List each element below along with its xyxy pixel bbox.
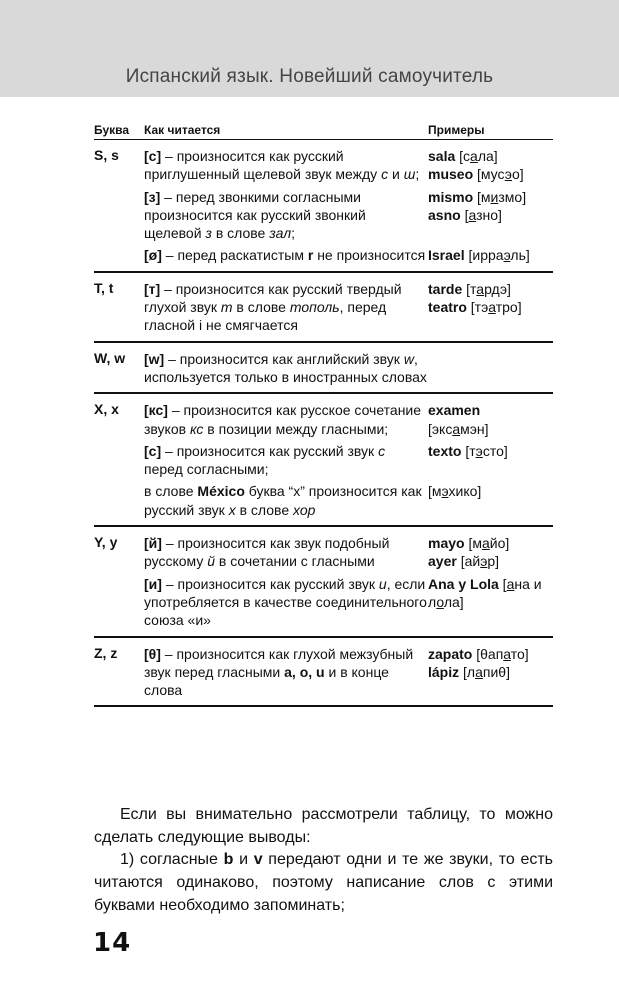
example-word: mismo xyxy=(428,188,474,205)
reading-text: – произносится как русское сочетание звуков xyxy=(144,402,422,437)
reading-text: в позиции между гласными; xyxy=(203,420,389,437)
transcription: [ай xyxy=(456,553,481,570)
reading-description xyxy=(144,280,427,335)
example-line xyxy=(428,188,553,206)
reading-text: в слове xyxy=(211,225,270,242)
paragraph-conclusion xyxy=(94,803,553,849)
running-header: Испанский язык. Новейший самоучитель xyxy=(125,66,494,87)
example-line xyxy=(428,147,553,165)
example-line xyxy=(428,206,553,224)
reading-text: – произносится как русский твердый глухой звук xyxy=(144,280,402,316)
table-row xyxy=(94,527,553,637)
example-line xyxy=(428,280,553,298)
italic-word: хор xyxy=(293,501,316,518)
italic-sound: кс xyxy=(189,420,204,437)
transcription: [м xyxy=(428,483,442,500)
table-header xyxy=(94,121,553,140)
examples-cell xyxy=(428,442,553,460)
examples-cell xyxy=(428,575,553,612)
paragraph-rule-1 xyxy=(94,848,553,917)
col-examples-header: Примеры xyxy=(428,123,485,137)
sound-symbol: [т] xyxy=(144,280,161,297)
reading-text: и в конце слова xyxy=(144,663,389,699)
transcription: [ирра xyxy=(464,247,504,264)
example-line xyxy=(428,246,553,264)
stressed-vowel: а xyxy=(503,645,511,662)
example-word: asno xyxy=(428,206,461,223)
transcription: сто] xyxy=(482,442,508,459)
table-row xyxy=(94,343,553,395)
example-word: examen xyxy=(428,402,481,419)
reading-entry xyxy=(94,534,553,571)
transcription: рдэ] xyxy=(484,280,511,297)
examples-cell xyxy=(428,534,553,571)
transcription: [м xyxy=(473,188,491,205)
example-line xyxy=(428,482,553,500)
example-word: Israel xyxy=(428,247,465,264)
reading-entry xyxy=(94,350,553,387)
stressed-vowel: а xyxy=(468,206,477,223)
italic-sound: з xyxy=(205,225,212,242)
transcription: [т xyxy=(461,442,476,459)
stressed-vowel: а xyxy=(476,280,485,297)
col-reading-header: Как читается xyxy=(144,123,221,137)
examples-cell xyxy=(428,147,553,184)
reading-entry xyxy=(94,645,553,700)
italic-sound: w xyxy=(403,350,414,367)
table-row xyxy=(94,394,553,527)
example-word: sala xyxy=(428,148,456,164)
table-row xyxy=(94,140,553,273)
example-word: tarde xyxy=(428,280,463,297)
reading-text: , перед гласной i не смягчается xyxy=(144,299,387,334)
examples-cell xyxy=(428,246,553,264)
rule-letter-v: v xyxy=(253,851,263,868)
row-letter: S, s xyxy=(94,147,119,163)
reading-text: в слове xyxy=(232,299,290,316)
reading-text: в слове xyxy=(144,483,198,500)
reading-text: буква “x” произносится как русский звук xyxy=(144,483,422,518)
bold-word: México xyxy=(197,483,245,500)
table-row xyxy=(94,638,553,708)
transcription: змо] xyxy=(498,188,527,205)
example-word: texto xyxy=(428,442,462,459)
transcription: [мус xyxy=(473,166,505,183)
example-line xyxy=(428,420,553,438)
italic-sound: й xyxy=(207,553,216,570)
transcription: о] xyxy=(512,166,524,183)
italic-sound: и xyxy=(378,575,387,592)
example-word: zapato xyxy=(428,645,473,662)
example-line xyxy=(428,663,553,681)
reading-description xyxy=(144,534,427,571)
stressed-vowel: а xyxy=(481,535,490,552)
example-line xyxy=(428,298,553,316)
reading-entry xyxy=(94,575,553,630)
transcription: ла] xyxy=(443,593,464,610)
italic-sound: т xyxy=(220,299,233,316)
sound-symbol: [с] xyxy=(144,442,162,459)
rule-text: и xyxy=(233,851,254,868)
transcription: [л xyxy=(459,663,476,680)
example-word: museo xyxy=(428,166,474,183)
reading-text: – произносится как английский звук xyxy=(164,350,404,367)
reading-description xyxy=(144,482,427,519)
reading-description xyxy=(144,575,427,630)
sound-symbol: [з] xyxy=(144,188,161,205)
example-line xyxy=(428,575,553,612)
sound-symbol: [θ] xyxy=(144,645,161,662)
reading-description xyxy=(144,442,427,479)
example-word: lápiz xyxy=(428,663,460,680)
transcription: [ xyxy=(498,575,507,592)
rule-letter-b: b xyxy=(223,851,234,868)
transcription: на и л xyxy=(428,575,542,610)
row-letter: Y, y xyxy=(94,534,118,551)
stressed-vowel: а xyxy=(452,420,461,437)
reading-text: – произносится как глухой межзубный звук перед гласными xyxy=(144,645,414,680)
examples-cell xyxy=(428,188,553,225)
transcription: [м xyxy=(464,535,482,552)
example-word: Ana y Lola xyxy=(428,575,499,592)
table-row xyxy=(94,273,553,343)
stressed-vowel: а xyxy=(470,148,478,164)
sound-symbol: [с] xyxy=(144,148,162,164)
examples-cell xyxy=(428,645,553,682)
sound-symbol: [и] xyxy=(144,575,162,592)
stressed-vowel: и xyxy=(490,188,499,205)
reading-text: , если употребляется в качестве соединительного союза «и» xyxy=(144,575,427,629)
transcription: р] xyxy=(487,553,500,570)
reading-text: ; xyxy=(415,166,420,183)
italic-word: тополь xyxy=(289,299,340,316)
reading-description xyxy=(144,645,427,700)
italic-word: ш xyxy=(403,166,416,183)
row-letter: X, x xyxy=(94,401,119,418)
col-letter-header: Буква xyxy=(94,123,130,137)
transcription: [θап xyxy=(472,645,504,662)
italic-word: зал xyxy=(269,225,292,242)
examples-cell xyxy=(428,482,553,500)
transcription: [с xyxy=(455,148,471,164)
reading-text: и xyxy=(388,166,404,183)
header-band xyxy=(0,0,619,97)
row-letter: T, t xyxy=(94,279,114,296)
transcription: [ xyxy=(460,206,469,223)
sound-symbol: [й] xyxy=(144,535,162,552)
transcription: пиθ] xyxy=(482,663,510,680)
reading-description xyxy=(144,147,427,184)
reading-description xyxy=(144,401,427,438)
reading-description xyxy=(144,350,427,387)
reading-text: – перед раскатистым xyxy=(161,247,308,264)
transcription: хико] xyxy=(448,483,482,500)
rule-text: 1) согласные xyxy=(120,851,224,868)
transcription: то] xyxy=(510,645,529,662)
examples-cell xyxy=(428,280,553,317)
transcription: йо] xyxy=(489,535,510,552)
table-body xyxy=(94,140,553,707)
stressed-vowel: э xyxy=(441,483,449,500)
reading-entry xyxy=(94,401,553,438)
stressed-vowel: э xyxy=(480,553,488,570)
stressed-vowel: а xyxy=(506,575,515,592)
page-number: 14 xyxy=(93,928,132,958)
stressed-vowel: э xyxy=(475,442,483,459)
transcription: [т xyxy=(462,280,477,297)
bold-letters: r xyxy=(307,247,314,264)
stressed-vowel: о xyxy=(436,593,444,610)
example-line xyxy=(428,442,553,460)
stressed-vowel: э xyxy=(504,166,512,183)
transcription: ла] xyxy=(477,148,498,164)
reading-entry xyxy=(94,442,553,479)
reading-text: – произносится как русский звук xyxy=(161,442,379,459)
reading-entry xyxy=(94,280,553,335)
reading-text: – перед звонкими согласными произносится как русский звонкий щелевой xyxy=(144,188,366,242)
transcription: мэн] xyxy=(460,420,489,437)
example-line xyxy=(428,552,553,570)
reading-text: – произносится как русский приглушенный щелевой звук между xyxy=(144,148,382,183)
transcription: ль] xyxy=(510,247,530,264)
stressed-vowel: а xyxy=(475,663,483,680)
transcription: [экс xyxy=(428,420,453,437)
sound-symbol: [ø] xyxy=(144,247,162,264)
example-word: mayo xyxy=(428,535,465,552)
bold-letters: a, o, u xyxy=(284,663,325,680)
reading-entry xyxy=(94,147,553,184)
stressed-vowel: а xyxy=(488,299,496,316)
transcription: [тэ xyxy=(466,299,489,316)
example-line xyxy=(428,534,553,552)
sound-symbol: [w] xyxy=(144,350,165,367)
reading-text: не произносится xyxy=(313,247,426,264)
stressed-vowel: э xyxy=(503,247,511,264)
transcription: тро] xyxy=(495,299,522,316)
reading-text: ; xyxy=(291,225,295,242)
example-line xyxy=(428,645,553,663)
example-line xyxy=(428,401,553,419)
rule-text: передают одни и те же звуки, то есть читаются одинаково, поэтому написание слов с этими буквами необходимо запоминать; xyxy=(94,851,554,914)
paragraph-text: Если вы внимательно рассмотрели таблицу, то можно сделать следующие выводы: xyxy=(94,806,553,846)
reading-text: в слове xyxy=(235,501,293,518)
reading-text: , используется только в иностранных словах xyxy=(144,350,427,385)
reading-entry xyxy=(94,246,553,264)
example-word: teatro xyxy=(428,299,467,316)
example-word: ayer xyxy=(428,553,457,570)
row-letter: W, w xyxy=(94,349,126,366)
italic-sound: х xyxy=(228,501,236,518)
reading-text: – произносится как звук подобный русскому xyxy=(144,535,390,570)
reading-entry xyxy=(94,482,553,519)
sound-symbol: [кс] xyxy=(144,402,168,419)
reading-entry xyxy=(94,188,553,243)
reading-description xyxy=(144,246,427,264)
transcription: зно] xyxy=(476,206,502,223)
example-line xyxy=(428,165,553,183)
examples-cell xyxy=(428,401,553,438)
italic-sound: с xyxy=(378,442,386,459)
row-letter: Z, z xyxy=(94,644,118,661)
reading-text: – произносится как русский звук xyxy=(161,575,379,592)
letters-table xyxy=(94,121,553,707)
reading-text: перед согласными; xyxy=(144,461,269,478)
reading-text: в сочетании с гласными xyxy=(215,553,375,570)
italic-sound: с xyxy=(381,166,389,183)
reading-description xyxy=(144,188,427,243)
